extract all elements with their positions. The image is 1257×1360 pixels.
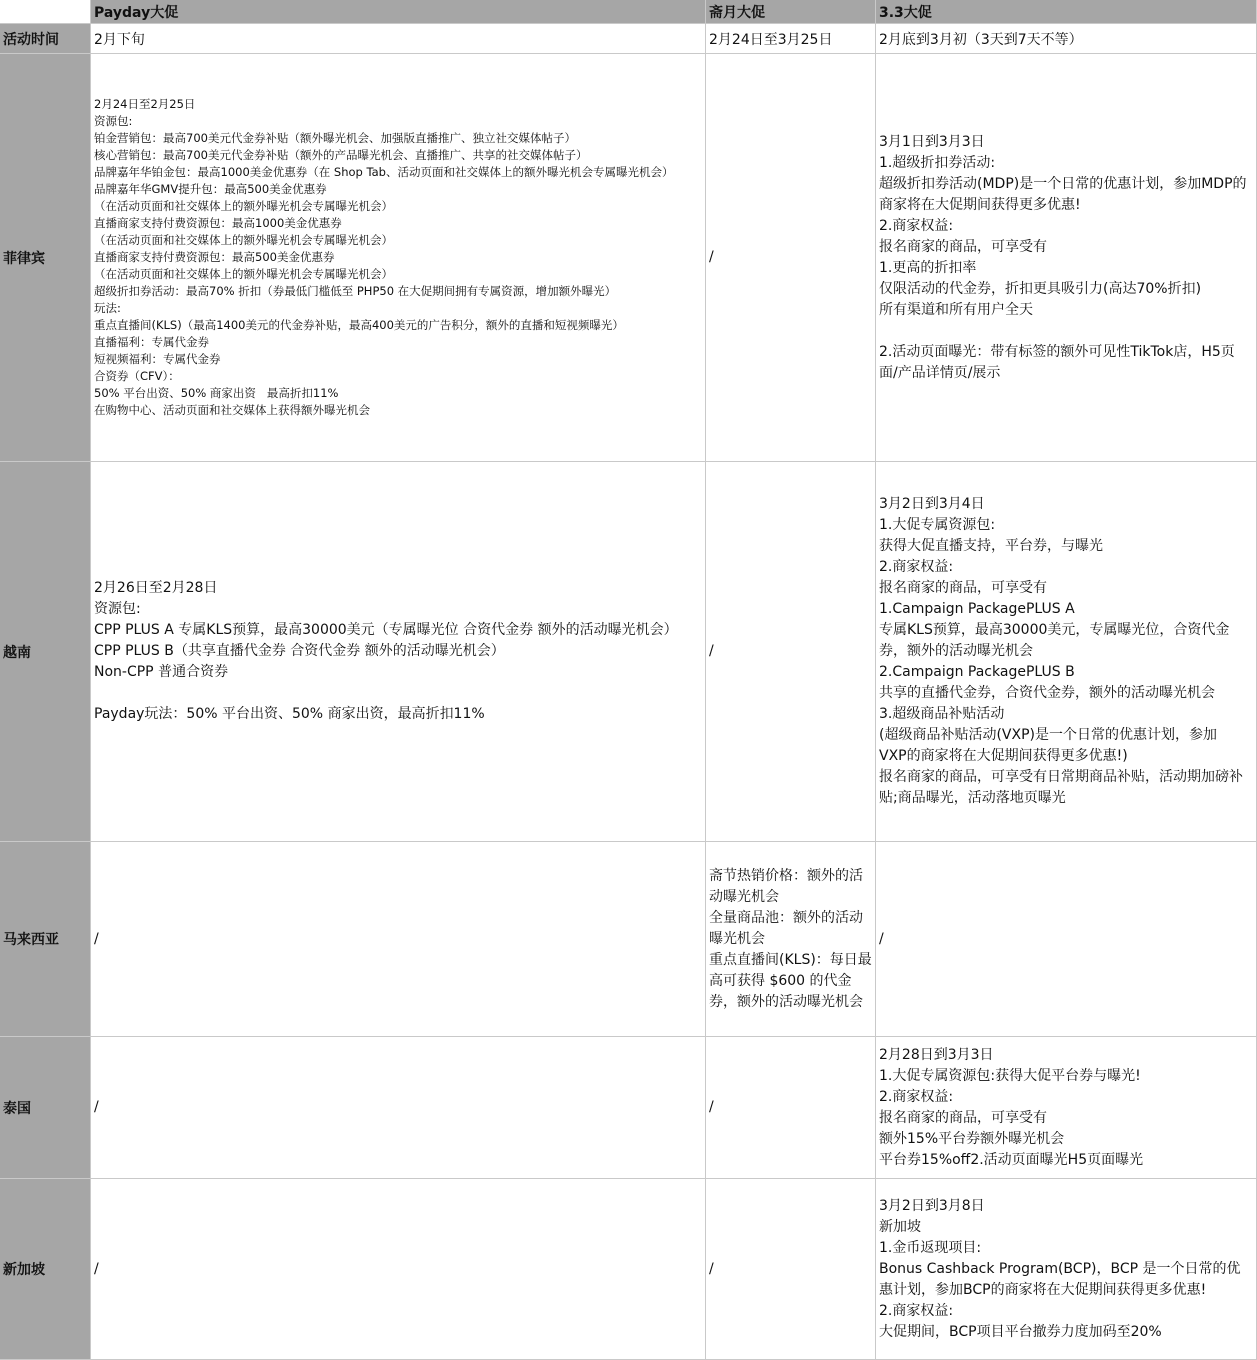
time-33[interactable]: 2月底到3月初（3天到7天不等） [876,24,1257,54]
time-ramadan[interactable]: 2月24日至3月25日 [706,24,876,54]
row-label-ph[interactable]: 菲律宾 [0,54,91,462]
header-33[interactable]: 3.3大促 [876,0,1257,24]
row-label-my[interactable]: 马来西亚 [0,842,91,1037]
vn-ramadan[interactable]: / [706,462,876,842]
sg-33[interactable]: 3月2日到3月8日 新加坡 1.金币返现项目: Bonus Cashback Program(BCP)，BCP 是一个日常的优惠计划，参加BCP的商家将在大促期间获得更多优惠! 2.商家权益: 大促期间，BCP项目平台撤券力度加码至20% [876,1179,1257,1360]
ph-33[interactable]: 3月1日到3月3日 1.超级折扣券活动: 超级折扣券活动(MDP)是一个日常的优惠计划，参加MDP的商家将在大促期间获得更多优惠! 2.商家权益: 报名商家的商品，可享受有 1.更高的折扣率 仅限活动的代金券，折扣更具吸引力(高达70%折扣) 所有渠道和所有用户全天 2.活动页面曝光：带有标签的额外可见性TikTok店，H5页面/产品详情页/展示 [876,54,1257,462]
th-ramadan[interactable]: / [706,1037,876,1179]
th-payday[interactable]: / [91,1037,706,1179]
sg-ramadan[interactable]: / [706,1179,876,1360]
row-label-time[interactable]: 活动时间 [0,24,91,54]
corner-cell[interactable] [0,0,91,24]
time-payday[interactable]: 2月下旬 [91,24,706,54]
vn-33[interactable]: 3月2日到3月4日 1.大促专属资源包: 获得大促直播支持，平台券，与曝光 2.商家权益: 报名商家的商品，可享受有 1.Campaign PackagePLUS A 专属KLS预算，最高30000美元，专属曝光位，合资代金券，额外的活动曝光机会 2.Campaign PackagePLUS B 共享的直播代金券，合资代金券，额外的活动曝光机会 3.超级商品补贴活动 (超级商品补贴活动(VXP)是一个日常的优惠计划，参加 VXP的商家将在大促期间获得更多优惠!) 报名商家的商品，可享受有日常期商品补贴，活动期加磅补贴;商品曝光，活动落地页曝光 [876,462,1257,842]
sg-payday[interactable]: / [91,1179,706,1360]
vn-payday[interactable]: 2月26日至2月28日 资源包: CPP PLUS A 专属KLS预算，最高30000美元（专属曝光位 合资代金券 额外的活动曝光机会） CPP PLUS B（共享直播代金券 合资代金券 额外的活动曝光机会） Non-CPP 普通合资券 Payday玩法：50% 平台出资、50% 商家出资，最高折扣11% [91,462,706,842]
my-ramadan[interactable]: 斋节热销价格：额外的活动曝光机会 全量商品池：额外的活动曝光机会 重点直播间(KLS)：每日最高可获得 $600 的代金券，额外的活动曝光机会 [706,842,876,1037]
th-33[interactable]: 2月28日到3月3日 1.大促专属资源包:获得大促平台券与曝光! 2.商家权益: 报名商家的商品，可享受有 额外15%平台券额外曝光机会 平台券15%off2.活动页面曝光H5页面曝光 [876,1037,1257,1179]
header-payday[interactable]: Payday大促 [91,0,706,24]
header-ramadan[interactable]: 斋月大促 [706,0,876,24]
my-33[interactable]: / [876,842,1257,1037]
ph-payday[interactable]: 2月24日至2月25日 资源包: 铂金营销包：最高700美元代金券补贴（额外曝光机会、加强版直播推广、独立社交媒体帖子） 核心营销包：最高700美元代金券补贴（额外的产品曝光机会、直播推广、共享的社交媒体帖子） 品牌嘉年华铂金包：最高1000美金优惠券（在 Shop Tab、活动页面和社交媒体上的额外曝光机会专属曝光机会） 品牌嘉年华GMV提升包：最高500美金优惠券 （在活动页面和社交媒体上的额外曝光机会专属曝光机会） 直播商家支持付费资源包：最高1000美金优惠券 （在活动页面和社交媒体上的额外曝光机会专属曝光机会） 直播商家支持付费资源包：最高500美金优惠券 （在活动页面和社交媒体上的额外曝光机会专属曝光机会） 超级折扣券活动：最高70% 折扣（券最低门槛低至 PHP50 在大促期间拥有专属资源，增加额外曝光） 玩法: 重点直播间(KLS)（最高1400美元的代金券补贴，最高400美元的广告积分，额外的直播和短视频曝光） 直播福利：专属代金券 短视频福利：专属代金券 合资券（CFV）： 50% 平台出资、50% 商家出资 最高折扣11% 在购物中心、活动页面和社交媒体上获得额外曝光机会 [91,54,706,462]
row-label-sg[interactable]: 新加坡 [0,1179,91,1360]
row-label-vn[interactable]: 越南 [0,462,91,842]
ph-ramadan[interactable]: / [706,54,876,462]
my-payday[interactable]: / [91,842,706,1037]
row-label-th[interactable]: 泰国 [0,1037,91,1179]
